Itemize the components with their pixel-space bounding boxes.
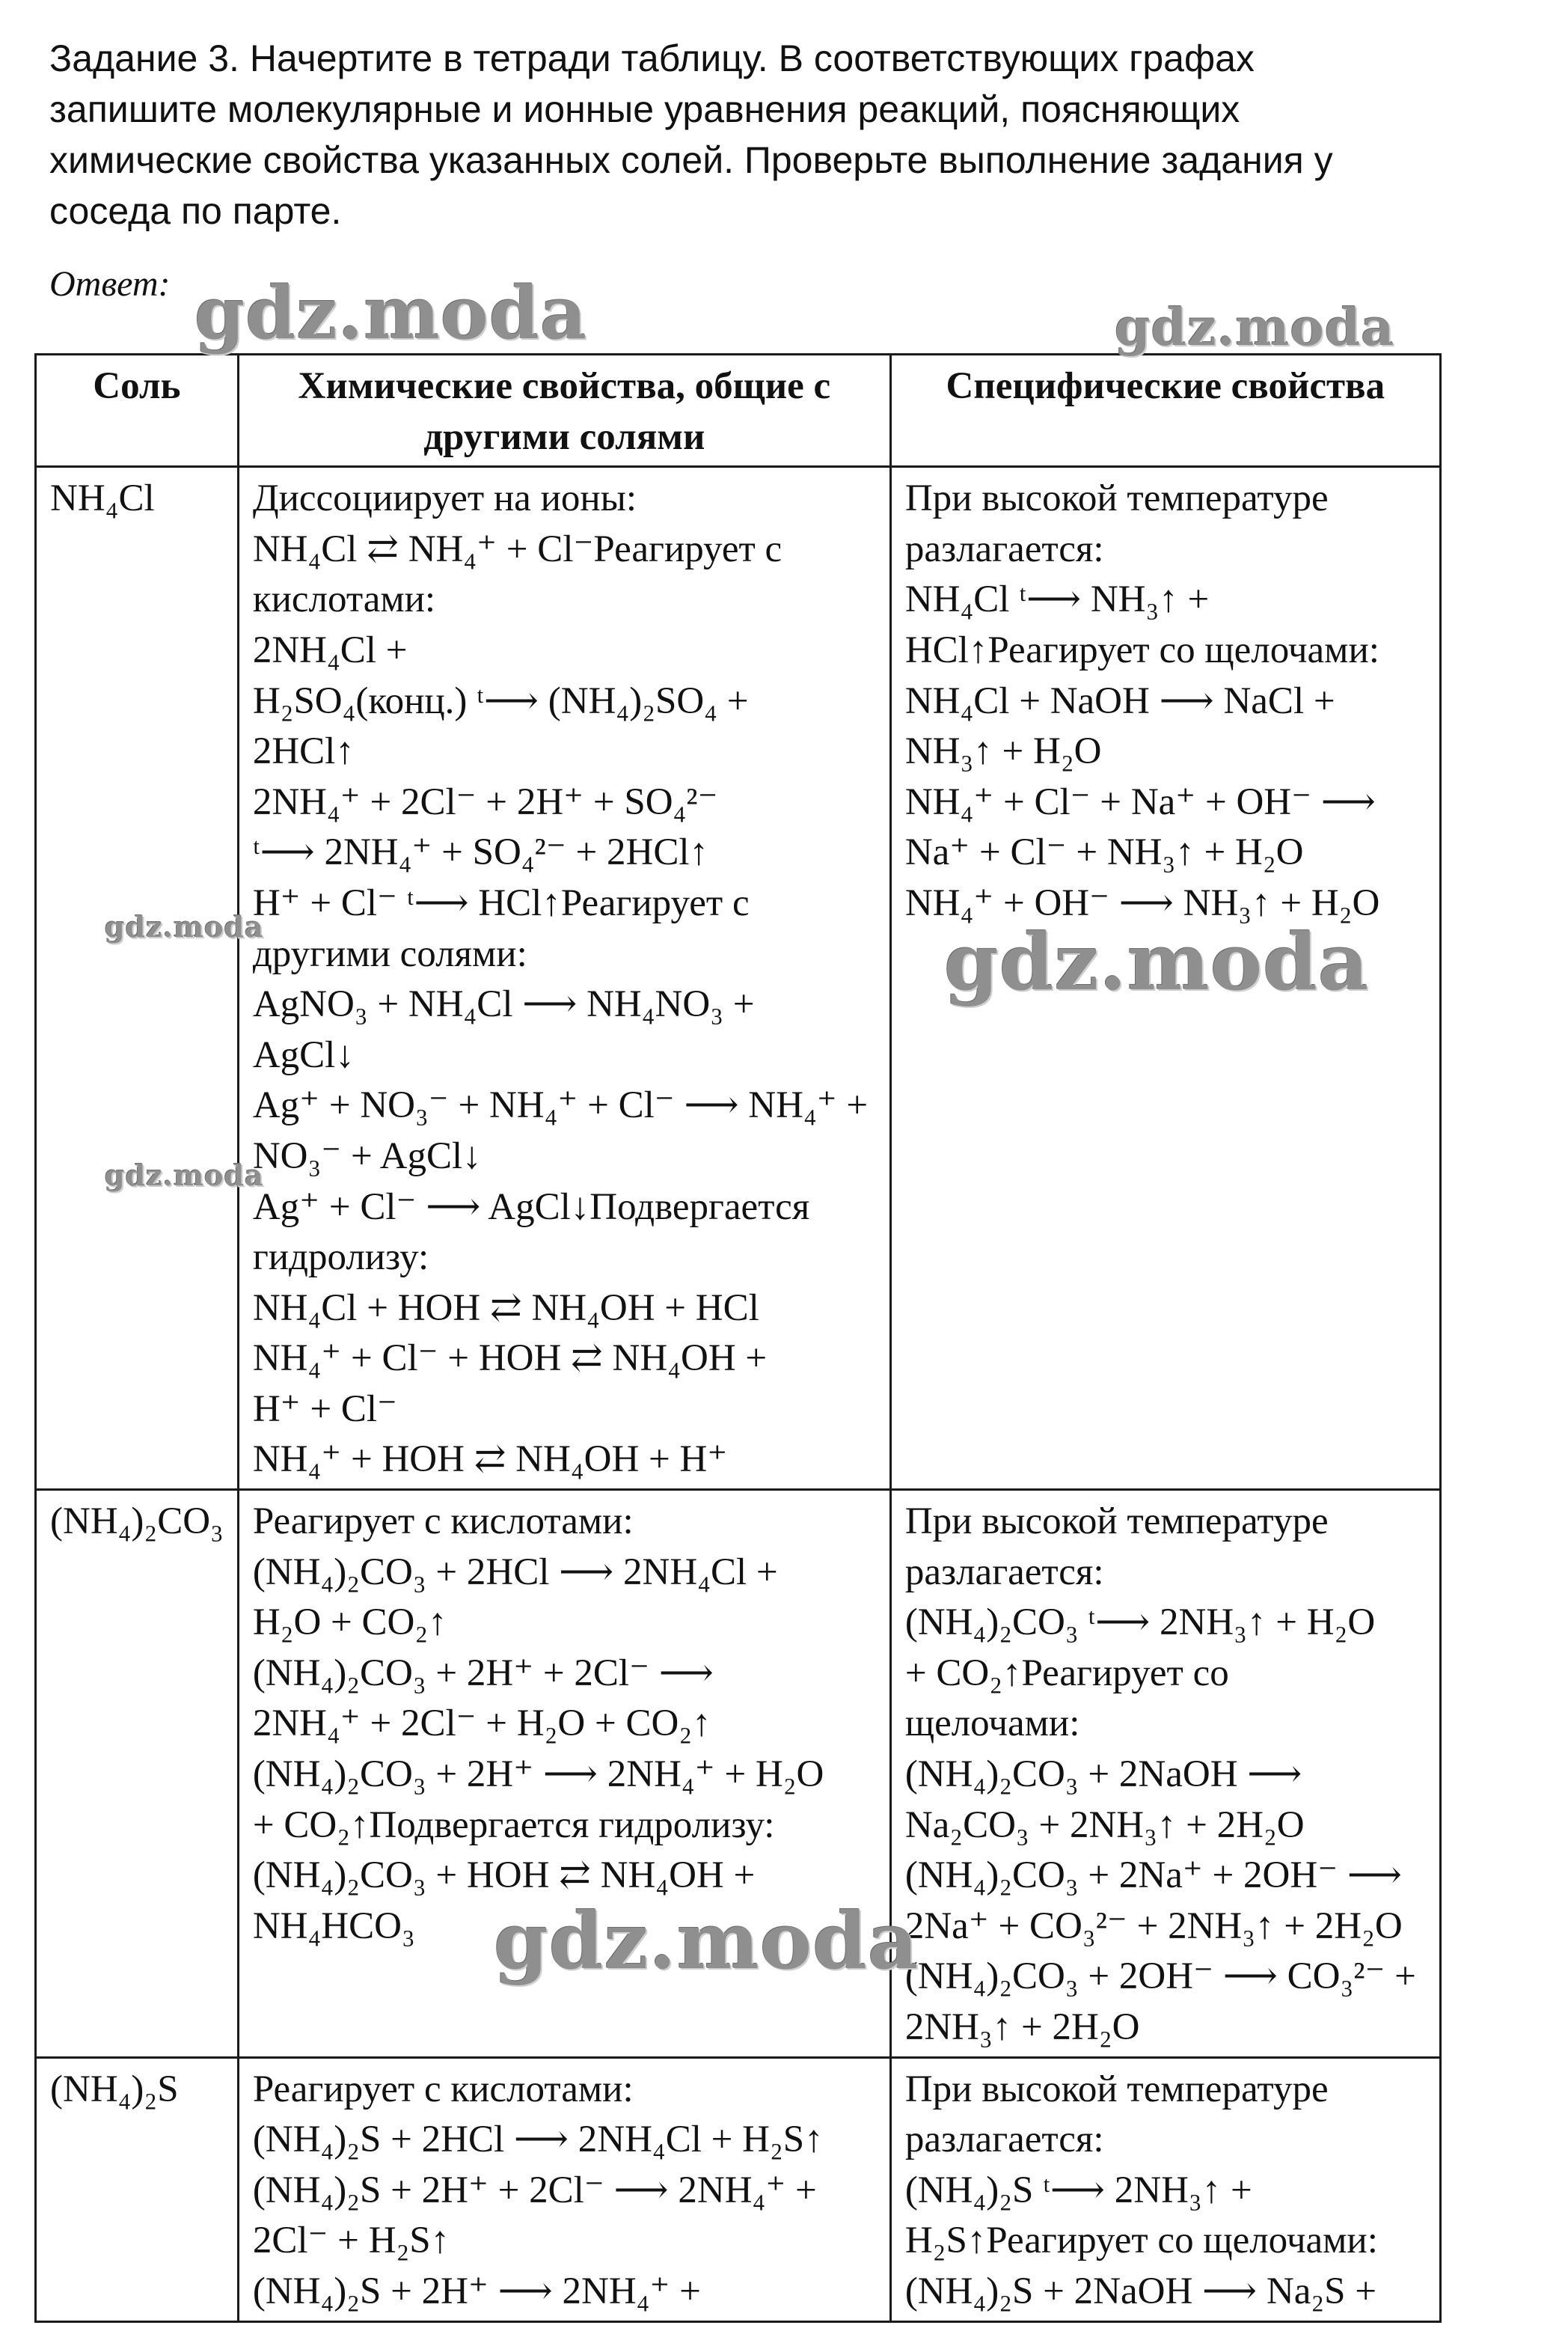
- equation-line: (NH₄)₂CO₃ + HOH ⇄ NH₄OH +: [252, 1854, 756, 1897]
- salt-cell: NH₄Cl: [36, 467, 239, 1490]
- equation-line: NH₄HCO₃: [252, 1904, 415, 1947]
- equation-line: разлагается:: [904, 528, 1104, 570]
- equation-line: + CO₂↑Реагирует со: [904, 1652, 1229, 1694]
- watermark: gdz.moda: [494, 1895, 919, 1987]
- equation-line: 2NH₄Cl +: [252, 629, 408, 671]
- equation-line: H₂O + CO₂↑: [252, 1601, 447, 1644]
- equation-line: NH₄⁺ + HOH ⇄ NH₄OH + H⁺: [252, 1438, 728, 1481]
- equation-line: гидролизу:: [252, 1236, 429, 1279]
- equation-line: 2Na⁺ + CO₃²⁻ + 2NH₃↑ + 2H₂O: [904, 1904, 1403, 1947]
- equation-line: NH₄Cl + HOH ⇄ NH₄OH + HCl: [252, 1286, 759, 1329]
- task-line: Задание 3. Начертите в тетради таблицу. В соответствующих графах: [49, 37, 1255, 79]
- equation-line: другими солями:: [252, 932, 527, 975]
- equation-line: 2Cl⁻ + H₂S↑: [252, 2220, 450, 2262]
- common-cell: [238, 2057, 890, 2321]
- equation-line: Ag⁺ + NO₃⁻ + NH₄⁺ + Cl⁻ ⟶ NH₄⁺ +: [252, 1084, 869, 1127]
- equation-line: Диссоциирует на ионы:: [252, 477, 637, 520]
- equation-line: (NH₄)₂CO₃ + 2H⁺ + 2Cl⁻ ⟶: [252, 1652, 714, 1694]
- equation-line: AgCl↓: [252, 1033, 355, 1076]
- equation-line: (NH₄)₂CO₃ + 2HCl ⟶ 2NH₄Cl +: [252, 1551, 778, 1593]
- equation-line: разлагается:: [904, 1551, 1104, 1593]
- header-common: Химические свойства, общие с другими солями: [238, 355, 890, 467]
- common-cell: [238, 467, 890, 1490]
- equation-line: H⁺ + Cl⁻ ᵗ⟶ HCl↑Реагирует с: [252, 882, 750, 924]
- table-row: [36, 2057, 1441, 2321]
- watermark: gdz.moda: [1115, 298, 1395, 358]
- header-specific: Специфические свойства: [890, 355, 1440, 467]
- equation-line: Реагирует с кислотами:: [252, 2068, 634, 2110]
- equation-line: (NH₄)₂S + 2H⁺ + 2Cl⁻ ⟶ 2NH₄⁺ +: [252, 2169, 817, 2211]
- equation-line: (NH₄)₂CO₃ ᵗ⟶ 2NH₃↑ + H₂O: [904, 1601, 1376, 1644]
- equation-line: Реагирует с кислотами:: [252, 1500, 634, 1543]
- equation-line: (NH₄)₂S + 2NaOH ⟶ Na₂S +: [904, 2270, 1377, 2312]
- task-line: запишите молекулярные и ионные уравнения реакций, поясняющих: [49, 88, 1240, 130]
- equation-line: (NH₄)₂CO₃ + 2Na⁺ + 2OH⁻ ⟶: [904, 1854, 1402, 1897]
- specific-cell: [890, 1490, 1440, 2058]
- task-line: соседа по парте.: [49, 190, 342, 232]
- equation-line: 2NH₄⁺ + 2Cl⁻ + 2H⁺ + SO₄²⁻: [252, 781, 718, 823]
- equation-line: (NH₄)₂S + 2H⁺ ⟶ 2NH₄⁺ +: [252, 2270, 701, 2312]
- equation-line: (NH₄)₂S ᵗ⟶ 2NH₃↑ +: [904, 2169, 1252, 2211]
- equation-line: При высокой температуре: [904, 2068, 1329, 2110]
- equation-line: щелочами:: [904, 1702, 1080, 1745]
- equation-line: 2HCl↑: [252, 730, 355, 773]
- equation-line: + CO₂↑Подвергается гидролизу:: [252, 1803, 775, 1846]
- equation-line: NH₃↑ + H₂O: [904, 730, 1102, 773]
- salt-cell: (NH₄)₂S: [36, 2057, 239, 2321]
- equation-line: H₂S↑Реагирует со щелочами:: [904, 2220, 1378, 2262]
- equation-line: Ag⁺ + Cl⁻ ⟶ AgCl↓Подвергается: [252, 1185, 810, 1228]
- equation-line: разлагается:: [904, 2119, 1104, 2161]
- equation-line: кислотами:: [252, 578, 436, 621]
- equation-line: Na₂CO₃ + 2NH₃↑ + 2H₂O: [904, 1803, 1305, 1846]
- task-text: [49, 33, 1516, 236]
- equation-line: При высокой температуре: [904, 477, 1329, 520]
- equation-line: При высокой температуре: [904, 1500, 1329, 1543]
- equation-line: NH₄⁺ + OH⁻ ⟶ NH₃↑ + H₂O: [904, 882, 1380, 924]
- specific-cell: [890, 2057, 1440, 2321]
- header-salt: Соль: [36, 355, 239, 467]
- equation-line: H₂SO₄(конц.) ᵗ⟶ (NH₄)₂SO₄ +: [252, 679, 749, 722]
- equation-line: ᵗ⟶ 2NH₄⁺ + SO₄²⁻ + 2HCl↑: [252, 831, 709, 874]
- equation-line: NO₃⁻ + AgCl↓: [252, 1134, 482, 1177]
- equation-line: NH₄⁺ + Cl⁻ + Na⁺ + OH⁻ ⟶: [904, 781, 1376, 823]
- salt-cell: (NH₄)₂CO₃: [36, 1490, 239, 2058]
- equation-line: AgNO₃ + NH₄Cl ⟶ NH₄NO₃ +: [252, 983, 755, 1026]
- header-row: [36, 355, 1441, 467]
- equation-line: NH₄Cl ⇄ NH₄⁺ + Cl⁻Реагирует с: [252, 528, 783, 570]
- equation-line: Na⁺ + Cl⁻ + NH₃↑ + H₂O: [904, 831, 1304, 874]
- watermark: gdz.moda: [944, 916, 1370, 1008]
- equation-line: 2NH₃↑ + 2H₂O: [904, 2006, 1140, 2048]
- equation-line: HCl↑Реагирует со щелочами:: [904, 629, 1379, 671]
- equation-line: (NH₄)₂CO₃ + 2OH⁻ ⟶ CO₃²⁻ +: [904, 1955, 1416, 1998]
- equation-line: NH₄Cl ᵗ⟶ NH₃↑ +: [904, 578, 1210, 621]
- equation-line: H⁺ + Cl⁻: [252, 1387, 397, 1430]
- chemistry-table: [34, 353, 1442, 2323]
- equation-line: NH₄⁺ + Cl⁻ + HOH ⇄ NH₄OH +: [252, 1337, 768, 1380]
- watermark: gdz.moda: [105, 910, 264, 944]
- answer-label: Ответ:: [49, 264, 171, 304]
- equation-line: 2NH₄⁺ + 2Cl⁻ + H₂O + CO₂↑: [252, 1702, 711, 1745]
- equation-line: (NH₄)₂CO₃ + 2H⁺ ⟶ 2NH₄⁺ + H₂O: [252, 1753, 824, 1796]
- equation-line: (NH₄)₂CO₃ + 2NaOH ⟶: [904, 1753, 1302, 1796]
- equation-line: NH₄Cl + NaOH ⟶ NaCl +: [904, 679, 1335, 722]
- watermark: gdz.moda: [105, 1158, 264, 1192]
- equation-line: (NH₄)₂S + 2HCl ⟶ 2NH₄Cl + H₂S↑: [252, 2119, 824, 2161]
- task-line: химические свойства указанных солей. Проверьте выполнение задания у: [49, 139, 1333, 181]
- watermark: gdz.moda: [195, 271, 588, 355]
